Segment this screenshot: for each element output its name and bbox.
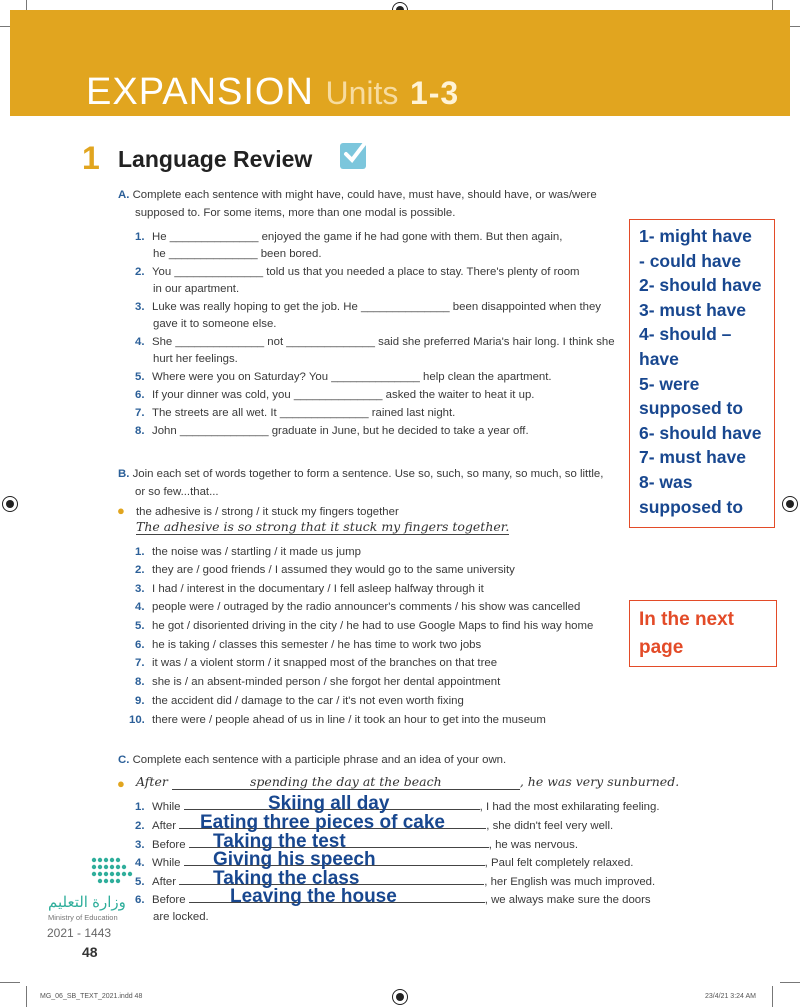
ministry-arabic: وزارة التعليم [48,894,126,911]
item-number: 5. [135,876,145,888]
answer-line: 1- might have [639,226,752,246]
registration-mark-icon [2,496,18,512]
crop-mark [772,986,773,1007]
item-number: 3. [135,583,145,595]
item-start: Before [152,839,186,851]
example-answer: spending the day at the beach [172,774,520,790]
note-line: In the next [639,609,735,630]
item-number: 2. [135,564,145,576]
example-sentence [136,774,679,790]
example-start: After [136,774,168,789]
item-number: 2. [135,266,145,278]
part-b-label: B. [118,468,130,480]
answer-text: Taking the class [213,868,360,889]
answer-text: Skiing all day [268,793,390,814]
item-start: Before [152,894,186,906]
item-end: , we always make sure the doors [484,894,651,906]
item-text-cont: gave it to someone else. [153,318,277,330]
item-number: 8. [135,425,145,437]
item-text: the accident did / damage to the car / it's not even worth fixing [152,695,464,707]
title-main: EXPANSION [86,71,314,113]
checkmark-icon [340,143,366,169]
note-line: page [639,637,684,658]
part-b-instructions [118,465,603,484]
item-text: You ______________ told us that you needed a place to stay. There's plenty of room [152,266,580,278]
item-text: If your dinner was cold, you ______________ asked the waiter to heat it up. [152,389,535,401]
section-title: Language Review [118,146,313,172]
list-item [135,853,633,873]
item-text: he got / disoriented driving in the city / he had to use Google Maps to find his way home [152,620,594,632]
item-text: The streets are all wet. It ______________ rained last night. [152,407,456,419]
section-number: 1 [82,140,100,176]
crop-mark [0,982,20,983]
list-item [135,263,580,282]
item-number: 6. [135,894,145,906]
list-item [129,711,546,730]
item-number: 5. [135,620,145,632]
item-text: I had / interest in the documentary / I fell asleep halfway through it [152,583,484,595]
answer-line: - could have [639,250,742,271]
item-number: 5. [135,371,145,383]
part-c-label: C. [118,754,130,766]
list-item [135,368,552,387]
item-text: he is taking / classes this semester / he has time to work two jobs [152,639,482,651]
example-answer: The adhesive is so strong that it stuck my fingers together. [136,519,510,534]
list-item [135,598,580,617]
title-range: 1-3 [409,75,460,111]
answer-line: 2- should have [639,275,762,296]
item-text: they are / good friends / I assumed they would go to the same university [152,564,515,576]
list-item [135,333,615,352]
list-item [135,543,361,562]
list-item [135,561,515,580]
item-number: 8. [135,676,145,688]
item-end: , Paul felt completely relaxed. [484,857,634,869]
item-text: the noise was / startling / it made us jump [152,546,361,558]
item-text: She ______________ not ______________ said she preferred Maria's hair long. I think she [152,336,615,348]
list-item [135,228,562,247]
registration-mark-icon [782,496,798,512]
item-text: there were / people ahead of us in line / it took an hour to get into the museum [152,714,546,726]
next-page-note [629,600,777,667]
item-number: 4. [135,857,145,869]
example-prompt: the adhesive is / strong / it stuck my fingers together [136,506,399,518]
answer-line: supposed to [639,496,744,517]
list-item [135,636,481,655]
item-text: He ______________ enjoyed the game if he had gone with them. But then again, [152,231,563,243]
list-item [135,422,529,441]
part-a-label: A. [118,189,130,201]
list-item [135,654,497,673]
answer-text: Eating three pieces of cake [200,812,445,833]
answer-line: 8- was [639,471,693,492]
lightbulb-icon: ● [117,503,125,518]
item-number: 1. [135,231,145,243]
part-c-instr: Complete each sentence with a participle phrase and an idea of your own. [132,754,507,766]
item-number: 7. [135,407,145,419]
item-number: 6. [135,389,145,401]
item-number: 4. [135,336,145,348]
answer-line: 5- were [639,373,700,394]
list-item [135,298,601,317]
item-text: Luke was really hoping to get the job. He ______________ been disappointed when they [152,301,602,313]
item-text-cont: he ______________ been bored. [153,248,322,260]
ministry-logo-icon [88,854,180,892]
item-number: 9. [135,695,145,707]
answer-line: 7- must have [639,447,746,468]
list-item [135,617,593,636]
item-end: , I had the most exhilarating feeling. [479,801,660,813]
item-number: 10. [129,714,145,726]
list-item [135,580,484,599]
item-start: After [152,820,177,832]
answer-line: 6- should have [639,422,762,443]
part-b-instr-line1: Join each set of words together to form a sentence. Use so, such, so many, so much, so little, [132,468,604,480]
example-end: , he was very sunburned. [519,774,680,789]
part-a-instr-line2: supposed to. For some items, more than one modal is possible. [135,207,456,219]
answer-text: Taking the test [213,831,346,852]
answers-box [629,219,775,528]
item-start: After [152,876,177,888]
part-a-instr-line1: Complete each sentence with might have, could have, must have, should have, or was/were [132,189,597,201]
part-a-instructions [118,186,597,205]
part-b-instr-line2: or so few...that... [135,486,219,498]
item-text: John ______________ graduate in June, but he decided to take a year off. [152,425,529,437]
list-item [135,673,500,692]
item-number: 2. [135,820,145,832]
item-text: she is / an absent-minded person / she forgot her dental appointment [152,676,501,688]
item-end: , she didn't feel very well. [486,820,614,832]
item-text: people were / outraged by the radio announcer's comments / his show was cancelled [152,601,581,613]
ministry-year: 2021 - 1443 [47,926,112,940]
item-start: While [152,801,181,813]
item-start: While [152,857,181,869]
list-item [135,692,464,711]
answer-text: Leaving the house [230,886,397,907]
item-end: , he was nervous. [488,839,579,851]
footer-date: 23/4/21 3:24 AM [705,993,756,1000]
item-number: 7. [135,657,145,669]
ministry-english: Ministry of Education [48,913,118,922]
answer-line: 3- must have [639,299,746,320]
page-title [86,73,459,111]
answer-line: have [639,348,679,369]
crop-mark [780,982,800,983]
answer-text: Giving his speech [213,849,376,870]
item-number: 1. [135,801,145,813]
item-number: 6. [135,639,145,651]
item-number: 4. [135,601,145,613]
item-text: Where were you on Saturday? You ______________ help clean the apartment. [152,371,552,383]
footer-file: MG_06_SB_TEXT_2021.indd 48 [40,993,143,1000]
item-number: 3. [135,301,145,313]
list-item [135,404,455,423]
part-c-instructions [118,751,506,770]
crop-mark [26,986,27,1007]
page-number: 48 [82,944,98,960]
item-text-cont: hurt her feelings. [153,353,238,365]
lightbulb-icon: ● [117,776,125,791]
item-number: 1. [135,546,145,558]
item-text: it was / a violent storm / it snapped most of the branches on that tree [152,657,498,669]
item-end: , her English was much improved. [484,876,656,888]
answer-line: 4- should – [639,324,732,345]
item-number: 3. [135,839,145,851]
registration-mark-icon [392,989,408,1005]
title-units: Units [325,75,399,111]
item-text-cont: are locked. [153,911,209,923]
item-text-cont: in our apartment. [153,283,240,295]
list-item [135,386,534,405]
answer-line: supposed to [639,398,744,419]
